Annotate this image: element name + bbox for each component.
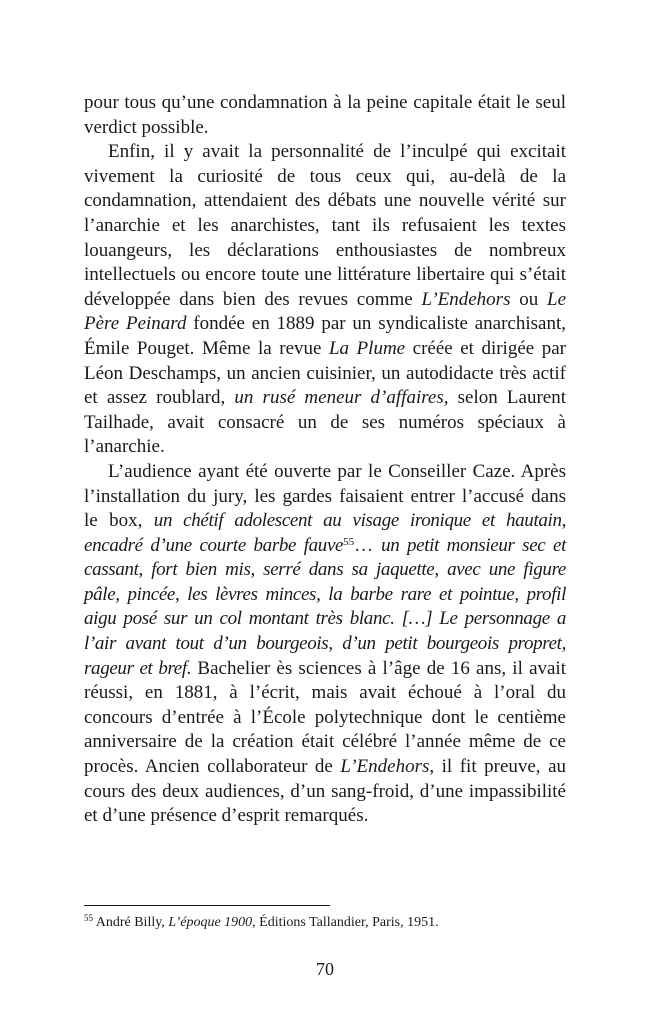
- p3-text-4: , il fit preuve, au cours des deux audiences, d’un sang-froid, d’une impassibilité et d’une présence d’esprit remarqués.: [84, 756, 566, 827]
- p2-text-1: Enfin, il y avait la personnalité de l’inculpé qui excitait vivement la curiosité de tous ceux qui, au-delà de la condamnation, attendaient des débats une nouvelle vérité sur l’anarchie et les anarchistes, tant ils refusaient les textes louangeurs, les déclarations enthousiastes de nombreux intellectuels ou encore toute une littérature libertaire qui s’était développée dans bien des revues comme: [84, 141, 566, 310]
- title-la-plume: La Plume: [328, 337, 406, 359]
- footnote-text-2: , Éditions Tallandier, Paris, 1951.: [252, 915, 439, 930]
- paragraph-3: [84, 460, 566, 829]
- p3-text-3: Bachelier ès sciences à l’âge de 16 ans, il avait réussi, en 1881, à l’écrit, mais avait échoué à l’oral du concours d’entrée à l’École polytechnique dont le centième anniversaire de la création était célébré l’année même de ce procès. Ancien collaborateur de: [84, 657, 566, 778]
- footnote-number: 55: [84, 913, 93, 923]
- p2-text-3: fondée en 1889 par un syndicaliste anarchisant, Émile Pouget. Même la revue: [84, 313, 566, 359]
- footnote-title: L’époque 1900: [168, 915, 253, 930]
- page-number: 70: [316, 959, 334, 979]
- title-lendehors-2: L’Endehors: [340, 756, 430, 778]
- quote-petit-monsieur: un petit monsieur sec et cassant, fort bien mis, serré dans sa jaquette, avec une figure pâle, pincée, les lèvres minces, la barbe rare et pointue, profil aigu posé sur un col montant très blanc. […] Le personnage a l’air avant tout d’un bourgeois, d’un petit bourgeois propret, rageur et bref.: [84, 534, 567, 679]
- title-le-pere-peinard: Le Père Peinard: [84, 288, 567, 335]
- footnote: [84, 914, 566, 932]
- footnote-divider: [84, 905, 330, 906]
- paragraph-1: [84, 91, 566, 140]
- footnote-text-1: André Billy,: [93, 915, 169, 930]
- main-text: [84, 91, 566, 829]
- quote-ruse-meneur: un rusé meneur d’affaires,: [234, 387, 449, 409]
- p3-text-2: …: [354, 534, 382, 556]
- footnote-reference[interactable]: 55: [343, 535, 355, 548]
- p2-text-2: ou: [510, 288, 548, 310]
- p2-text-4: créée et dirigée par Léon Deschamps, un ancien cuisinier, un autodidacte très actif et assez roublard,: [84, 337, 566, 409]
- title-lendehors: L’Endehors: [421, 288, 511, 310]
- p1-text: pour tous qu’une condamnation à la peine capitale était le seul verdict possible.: [84, 92, 566, 138]
- quote-chetif-adolescent: un chétif adolescent au visage ironique et hautain, encadré d’une courte barbe fauve: [84, 510, 567, 556]
- p3-text-1: L’audience ayant été ouverte par le Conseiller Caze. Après l’installation du jury, les gardes faisaient entrer l’accusé dans le box,: [84, 460, 566, 532]
- paragraph-2: [84, 140, 566, 460]
- p2-text-5: selon Laurent Tailhade, avait consacré un de ses numéros spéciaux à l’anarchie.: [84, 387, 566, 458]
